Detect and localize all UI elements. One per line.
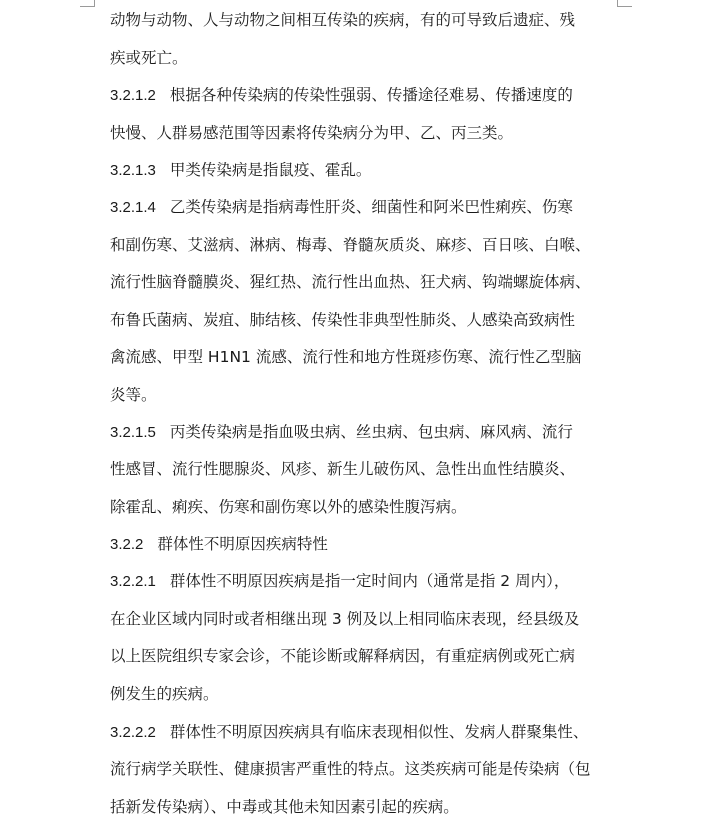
text-line <box>110 714 588 752</box>
page-corner-mark-left <box>80 0 95 7</box>
clause-number: 3.2.1.5 <box>110 424 156 441</box>
text-line <box>110 489 467 527</box>
line-text: 甲类传染病是指鼠疫、霍乱。 <box>169 161 372 179</box>
line-text: 快慢、人群易感范围等因素将传染病分为甲、乙、丙三类。 <box>110 124 514 142</box>
text-line <box>110 414 573 452</box>
text-line <box>110 40 188 78</box>
text-line <box>110 302 575 340</box>
text-line <box>110 227 591 265</box>
line-text: 流行病学关联性、健康损害严重性的特点。这类疾病可能是传染病（包 <box>110 760 591 778</box>
text-line <box>110 377 157 415</box>
line-text: 动物与动物、人与动物之间相互传染的疾病，有的可导致后遗症、残 <box>110 11 576 29</box>
text-line <box>110 77 573 115</box>
text-line <box>110 601 579 639</box>
line-text: 根据各种传染病的传染性强弱、传播途径难易、传播速度的 <box>169 86 573 104</box>
text-line <box>110 451 575 489</box>
clause-number: 3.2.1.2 <box>110 87 156 104</box>
text-line <box>110 115 513 153</box>
line-text: 和副伤寒、艾滋病、淋病、梅毒、脊髓灰质炎、麻疹、百日咳、白喉、 <box>110 236 591 254</box>
clause-number: 3.2.2.1 <box>110 573 156 590</box>
line-text: 性感冒、流行性腮腺炎、风疹、新生儿破伤风、急性出血性结膜炎、 <box>110 460 576 478</box>
text-line <box>110 563 569 601</box>
text-line <box>110 264 591 302</box>
text-line <box>110 638 575 676</box>
line-text: 疾或死亡。 <box>110 49 188 67</box>
text-line <box>110 339 581 377</box>
line-text: 丙类传染病是指血吸虫病、丝虫病、包虫病、麻风病、流行 <box>169 423 573 441</box>
clause-number: 3.2.1.4 <box>110 199 156 216</box>
clause-number: 3.2.2 <box>110 536 144 553</box>
clause-number: 3.2.2.2 <box>110 724 156 741</box>
text-line <box>110 751 591 789</box>
text-line <box>110 676 219 714</box>
text-line <box>110 189 573 227</box>
line-text: 布鲁氏菌病、炭疽、肺结核、传染性非典型性肺炎、人感染高致病性 <box>110 311 576 329</box>
text-line <box>110 789 459 827</box>
line-text: 群体性不明原因疾病是指一定时间内（通常是指 2 周内）， <box>169 572 570 590</box>
line-text: 群体性不明原因疾病具有临床表现相似性、发病人群聚集性、 <box>169 723 589 741</box>
line-text: 禽流感、甲型 H1N1 流感、流行性和地方性斑疹伤寒、流行性乙型脑 <box>110 348 582 366</box>
text-line <box>110 526 328 564</box>
line-text: 例发生的疾病。 <box>110 685 219 703</box>
clause-number: 3.2.1.3 <box>110 162 156 179</box>
line-text: 炎等。 <box>110 386 157 404</box>
line-text: 乙类传染病是指病毒性肝炎、细菌性和阿米巴性痢疾、伤寒 <box>169 198 573 216</box>
line-text: 以上医院组织专家会诊，不能诊断或解释病因，有重症病例或死亡病 <box>110 647 576 665</box>
page-corner-mark-right <box>617 0 632 7</box>
line-text: 除霍乱、痢疾、伤寒和副伤寒以外的感染性腹泻病。 <box>110 498 467 516</box>
text-line <box>110 152 371 190</box>
line-text: 流行性脑脊髓膜炎、猩红热、流行性出血热、狂犬病、钩端螺旋体病、 <box>110 273 591 291</box>
line-text: 在企业区域内同时或者相继出现 3 例及以上相同临床表现，经县级及 <box>110 610 580 628</box>
line-text: 括新发传染病）、中毒或其他未知因素引起的疾病。 <box>110 798 459 816</box>
line-text: 群体性不明原因疾病特性 <box>157 535 328 553</box>
text-line <box>110 2 575 40</box>
